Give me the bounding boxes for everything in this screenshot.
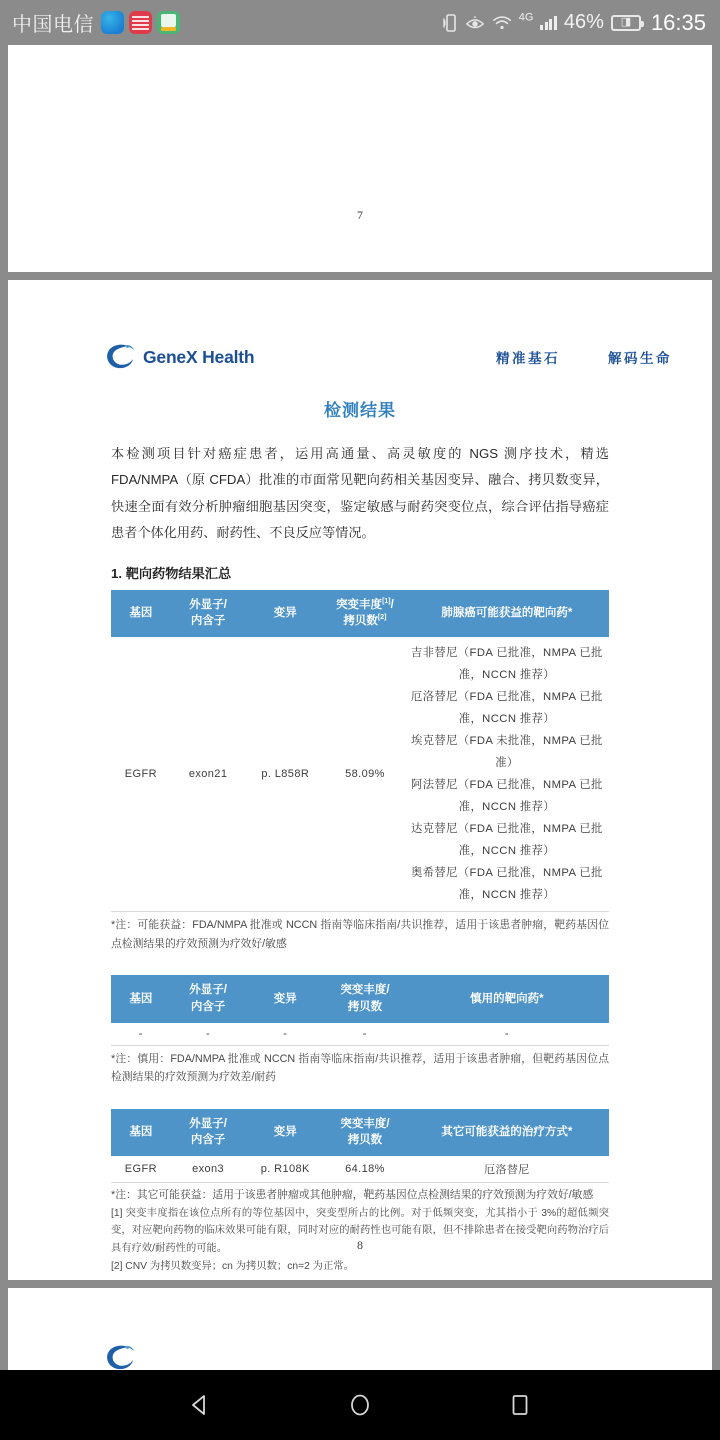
cell-variant: - [245,1023,325,1046]
genex-logo-icon [103,342,137,372]
brand-logo [103,342,254,372]
cell-drug-list [405,637,609,912]
footnote-2: [2] CNV 为拷贝数变异；cn 为拷贝数；cn=2 为正常。 [111,1260,354,1272]
th-exon [171,590,246,637]
drug-list [407,642,607,906]
next-page-logo [8,1288,712,1378]
th-other-therapies: 其它可能获益的治疗方式* [405,1109,609,1156]
pdf-page-previous[interactable] [8,45,712,272]
section-1-title: 1. 靶向药物结果汇总 [111,565,232,581]
cell-variant: p. L858R [245,637,325,912]
alipay-icon [101,11,124,34]
cell-exon: exon3 [171,1156,246,1183]
cell-gene: EGFR [111,1156,171,1183]
th-frequency [325,1109,405,1156]
drug-item: 吉非替尼（FDA 已批准，NMPA 已批准，NCCN 推荐） [411,646,603,681]
th-variant: 变异 [245,590,325,637]
calendar-app-icon [129,11,152,34]
pdf-page-next[interactable] [8,1288,712,1370]
page-number-current: 8 [357,1238,363,1252]
table-other-therapies [111,1109,609,1183]
table-benefit-drugs [111,590,609,913]
clock-label: 16:35 [650,9,706,35]
pdf-page-current[interactable] [8,280,712,1280]
th-freq-line2: 拷贝数 [347,1000,383,1013]
notes-app-icon [157,11,180,34]
note-other: *注：其它可能获益：适用于该患者肿瘤或其他肿瘤，靶药基因位点检测结果的疗效预测为疗效好/敏感 [111,1189,594,1202]
battery-charging-icon: ◨ [611,15,641,31]
network-type-label: 4G [518,11,534,24]
cell-frequency: 64.18% [325,1156,405,1183]
table-row [111,637,609,912]
th-exon-line2: 内含子 [190,615,226,628]
status-bar-indicators [443,10,706,36]
th-exon-line1: 外显子/ [189,984,227,997]
th-freq-sup1: [1] [382,597,391,605]
cell-drug: 厄洛替尼 [405,1156,609,1183]
cell-variant: p. R108K [245,1156,325,1183]
back-button[interactable] [176,1381,224,1429]
report-body [8,441,712,1421]
th-gene: 基因 [111,975,171,1022]
drug-item: 埃克替尼（FDA 未批准，NMPA 已批准） [411,735,603,770]
genex-logo-icon [103,1343,137,1373]
table-header-row [111,975,609,1022]
cell-gene: - [111,1023,171,1046]
page-number-previous: 7 [357,208,363,222]
note-caution: *注：慎用：FDA/NMPA 批准或 NCCN 指南等临床指南/共识推荐，适用于该患者肿瘤，但靶药基因位点检测结果的疗效预测为疗效差/耐药 [111,1052,609,1084]
report-document [8,280,712,1280]
table-row [111,1023,609,1046]
th-exon-line1: 外显子/ [189,598,227,611]
brand-name: GeneX Health [143,346,255,367]
table-row [111,1156,609,1183]
cell-drug: - [405,1023,609,1046]
status-bar [0,0,720,45]
th-frequency [325,975,405,1022]
cell-frequency: 58.09% [325,637,405,912]
report-title: 检测结果 [324,401,396,420]
th-exon-line2: 内含子 [190,1134,226,1147]
drug-item: 达克替尼（FDA 已批准，NMPA 已批准，NCCN 推荐） [411,823,603,858]
cell-gene: EGFR [111,637,171,912]
status-bar-app-icons [101,11,180,34]
slogan-right: 解码生命 [608,351,672,366]
th-gene: 基因 [111,590,171,637]
report-header [8,280,712,372]
th-exon [171,1109,246,1156]
drug-item: 奥希替尼（FDA 已批准，NMPA 已批准，NCCN 推荐） [411,867,603,902]
table-header-row [111,590,609,637]
note-benefit: *注：可能获益：FDA/NMPA 批准或 NCCN 指南等临床指南/共识推荐，适用于该患者肿瘤，靶药基因位点检测结果的疗效预测为疗效好/敏感 [111,919,609,950]
th-variant: 变异 [245,1109,325,1156]
th-exon-line2: 内含子 [190,1000,226,1013]
th-freq-slash: / [390,598,394,611]
th-caution-drugs: 慎用的靶向药* [405,975,609,1022]
wifi-icon [492,14,512,31]
footnote-1: [1] 突变丰度指在该位点所有的等位基因中，突变型所占的比例。对于低频突变，尤其指小于 3%的超低频突变，对应靶向药物的临床效果可能有限，同时对应的耐药性也可能有限，但不排除患者在接受靶向药物治疗后具有疗效/耐药性的可能。 [111,1207,609,1255]
th-exon-line1: 外显子/ [189,1117,227,1130]
brand-slogan [496,347,672,367]
home-button[interactable] [336,1381,384,1429]
eye-care-icon [465,14,485,32]
battery-percent-label: 46% [563,11,604,33]
th-exon [171,975,246,1022]
th-freq-sup2: [2] [377,614,387,622]
slogan-left: 精准基石 [496,351,560,366]
th-gene: 基因 [111,1109,171,1156]
cell-exon: exon21 [171,637,246,912]
cell-frequency: - [325,1023,405,1046]
cell-exon: - [171,1023,246,1046]
recents-button[interactable] [496,1381,544,1429]
drug-item: 阿法替尼（FDA 已批准，NMPA 已批准，NCCN 推荐） [411,779,603,814]
th-freq-line2: 拷贝数 [347,1134,383,1147]
vibrate-icon [443,13,458,33]
signal-strength-icon [540,15,557,30]
table-header-row [111,1109,609,1156]
intro-paragraph: 本检测项目针对癌症患者，运用高通量、高灵敏度的 NGS 测序技术，精选 FDA/NMPA（原 CFDA）批准的市面常见靶向药相关基因变异、融合、拷贝数变异，快速全面有效分析肿瘤细胞基因突变，鉴定敏感与耐药突变位点，综合评估指导癌症患者个体化用药、耐药性、不良反应等情况。 [111,446,609,541]
th-freq-line2: 拷贝数 [343,615,378,628]
android-navigation-bar [0,1370,720,1440]
th-benefit-drugs: 肺腺癌可能获益的靶向药* [405,590,609,637]
th-freq-line1: 突变丰度 [336,598,383,611]
th-freq-line1: 突变丰度/ [340,1117,390,1130]
th-variant: 变异 [245,975,325,1022]
carrier-label: 中国电信 [12,14,94,36]
th-frequency [325,590,405,637]
th-freq-line1: 突变丰度/ [340,984,390,997]
table-caution-drugs [111,975,609,1045]
drug-item: 厄洛替尼（FDA 已批准，NMPA 已批准，NCCN 推荐） [411,691,603,726]
